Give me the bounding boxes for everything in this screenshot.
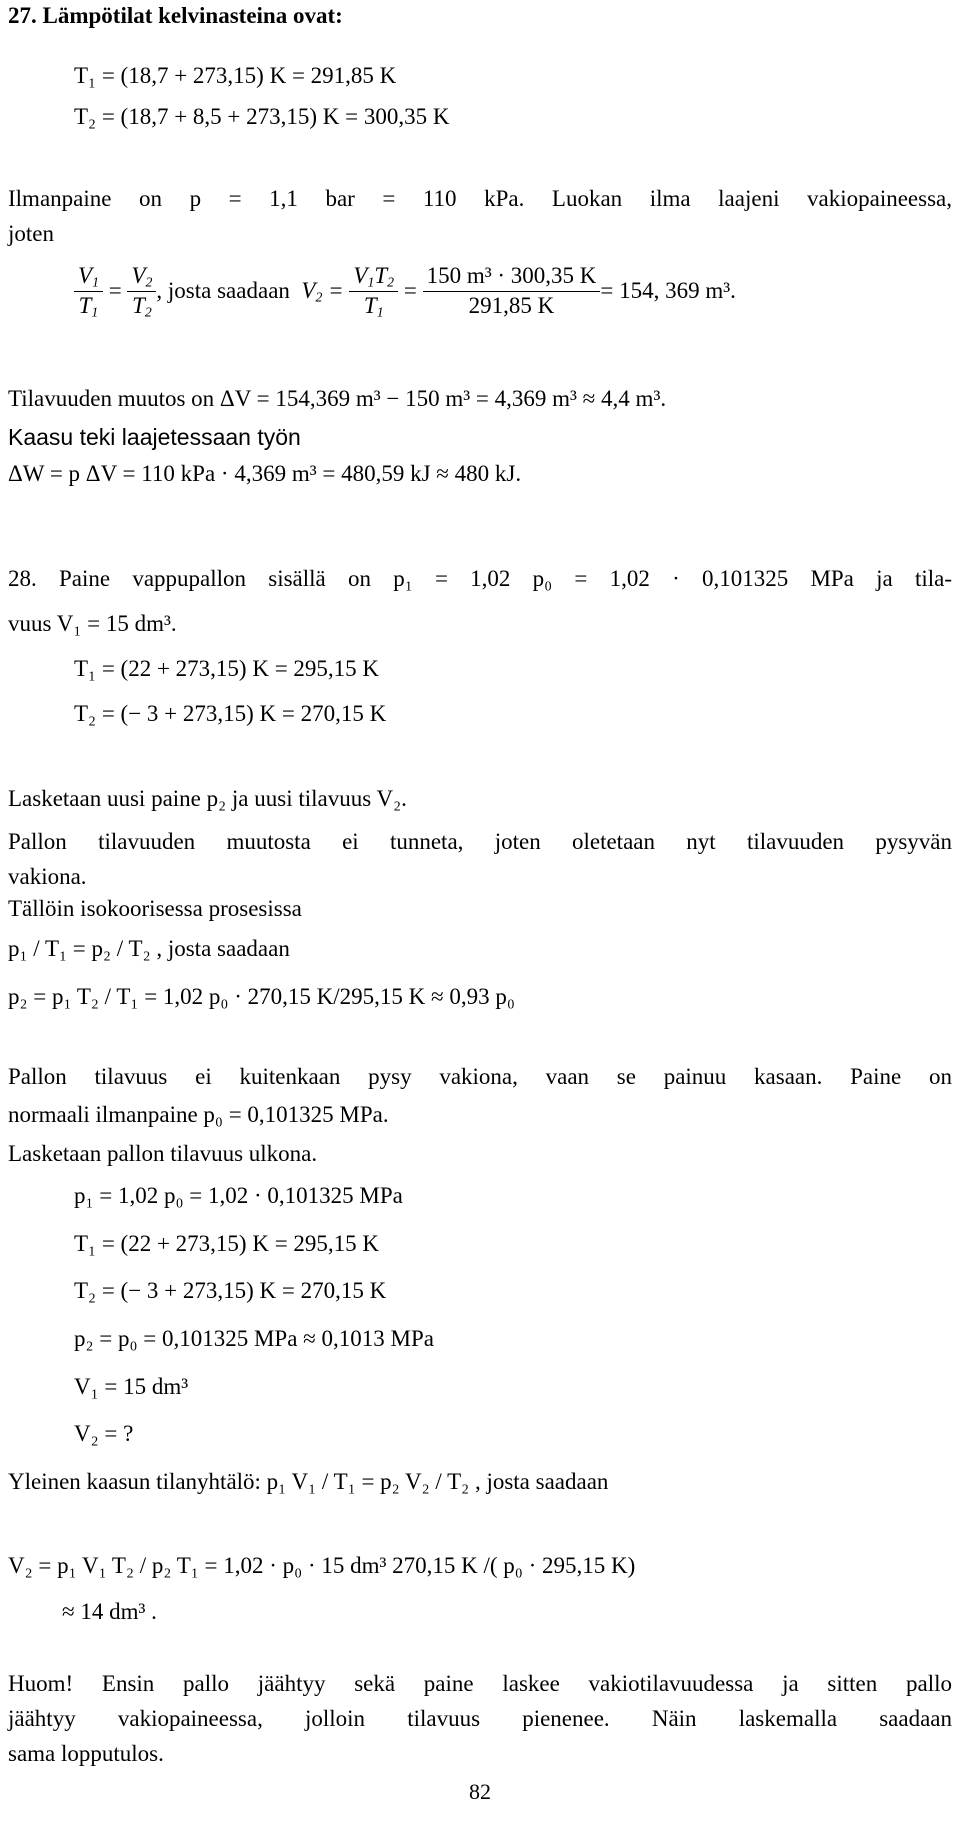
problem-27-heading: 27. Lämpötilat kelvinasteina ovat:	[8, 3, 343, 28]
p28-line-6: Tällöin isokoorisessa prosesissa	[8, 896, 302, 921]
p28-given-t1: T₁ = (22 + 273,15) K = 295,15 K	[74, 1231, 380, 1256]
josta-saadaan: , josta saadaan	[156, 277, 290, 303]
volume-result: = 154, 369 m³.	[600, 277, 736, 303]
page-number: 82	[469, 1779, 491, 1804]
p28-line-7: p₁ / T₁ = p₂ / T₂ , josta saadaan	[8, 936, 290, 961]
p27-work-label: Kaasu teki laajetessaan työn	[8, 424, 301, 450]
p28-line-8: p₂ = p₁ T₂ / T₁ = 1,02 p₀ · 270,15 K/295,15 K ≈ 0,93 p₀	[8, 984, 515, 1009]
p27-joten: joten	[8, 221, 54, 246]
p28-given-t2: T₂ = (− 3 + 273,15) K = 270,15 K	[74, 1278, 387, 1303]
p27-t1-line: T₁ = (18,7 + 273,15) K = 291,85 K	[74, 63, 397, 88]
frac-v2-t2: $\frac{V_2}{T_2}$	[127, 262, 156, 321]
frac-v1t2-t1: $\frac{V_1T_2}{T_1}$	[349, 262, 398, 321]
p28-v2-calc: V₂ = p₁ V₁ T₂ / p₂ T₁ = 1,02 · p₀ · 15 dm³ 270,15 K /( p₀ · 295,15 K)	[8, 1553, 636, 1578]
p28-line-5: vakiona.	[8, 864, 87, 889]
p28-v2-result: ≈ 14 dm³ .	[62, 1599, 157, 1624]
p28-line-2: vuus V₁ = 15 dm³.	[8, 611, 177, 636]
p28-gas-law-line: Yleinen kaasun tilanyhtälö: p₁ V₁ / T₁ = p₂ V₂ / T₂ , josta saadaan	[8, 1469, 609, 1494]
p27-gas-law-equation: $\frac{V_1}{T_1}$ = $\frac{V_2}{T_2}$ , josta saadaan $V_2$ = $\frac{V_1T_2}{T_1}$ = $\frac{\text{150 m³ · 300,35 K}}{291,85 K}$ = 154, 369 m³.	[74, 262, 736, 342]
p27-t2-line: T₂ = (18,7 + 8,5 + 273,15) K = 300,35 K	[74, 104, 450, 129]
p28-given-p1: p₁ = 1,02 p₀ = 1,02 · 0,101325 MPa	[74, 1183, 403, 1208]
p27-pressure-line: Ilmanpaine on p = 1,1 bar = 110 kPa. Luokan ilma laajeni vakiopaineessa,	[8, 186, 952, 211]
p28-t2: T₂ = (− 3 + 273,15) K = 270,15 K	[74, 701, 387, 726]
p28-line-10: normaali ilmanpaine p₀ = 0,101325 MPa.	[8, 1102, 389, 1127]
p28-line-11: Lasketaan pallon tilavuus ulkona.	[8, 1141, 318, 1166]
p28-note-2: jäähtyy vakiopaineessa, jolloin tilavuus pienenee. Näin laskemalla saadaan	[8, 1706, 952, 1731]
p28-note-1: Huom! Ensin pallo jäähtyy sekä paine laskee vakiotilavuudessa ja sitten pallo	[8, 1671, 952, 1696]
p28-given-v2: V₂ = ?	[74, 1421, 134, 1446]
p28-line-1: 28. Paine vappupallon sisällä on p₁ = 1,02 p₀ = 1,02 · 0,101325 MPa ja tila-	[8, 566, 952, 591]
p28-t1: T₁ = (22 + 273,15) K = 295,15 K	[74, 656, 380, 681]
p28-given-v1: V₁ = 15 dm³	[74, 1374, 189, 1399]
p27-volume-change: Tilavuuden muutos on ΔV = 154,369 m³ − 150 m³ = 4,369 m³ ≈ 4,4 m³.	[8, 386, 667, 411]
p28-line-3: Lasketaan uusi paine p₂ ja uusi tilavuus V₂.	[8, 786, 407, 811]
p28-note-3: sama lopputulos.	[8, 1741, 164, 1766]
p28-line-4: Pallon tilavuuden muutosta ei tunneta, joten oletetaan nyt tilavuuden pysyvän	[8, 829, 952, 854]
frac-v1-t1: $\frac{V_1}{T_1}$	[74, 262, 103, 321]
p27-work-line: ΔW = p ΔV = 110 kPa · 4,369 m³ = 480,59 kJ ≈ 480 kJ.	[8, 461, 522, 486]
frac-numeric: $\frac{\text{150 m³ · 300,35 K}}{291,85 K}$	[423, 262, 601, 321]
p28-line-9: Pallon tilavuus ei kuitenkaan pysy vakiona, vaan se painuu kasaan. Paine on	[8, 1064, 952, 1089]
p28-given-p2: p₂ = p₀ = 0,101325 MPa ≈ 0,1013 MPa	[74, 1326, 435, 1351]
